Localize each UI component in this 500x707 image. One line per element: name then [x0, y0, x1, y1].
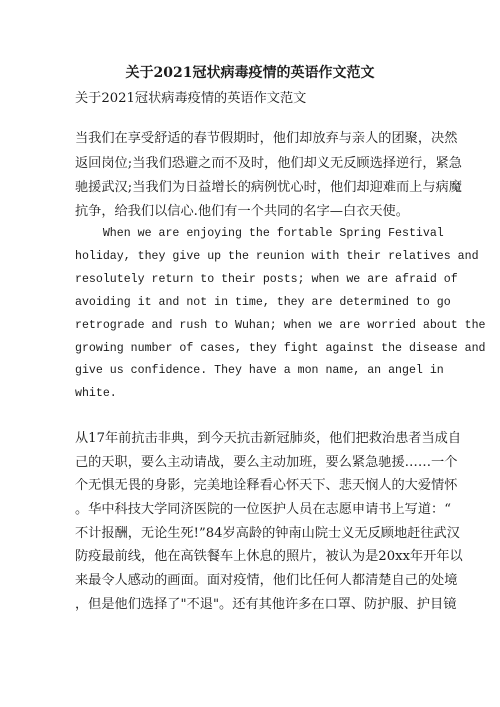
text-line: give us confidence. They have a mon name, an angel in	[75, 364, 444, 377]
text-line: avoiding it and not in time, they are determined to go	[75, 296, 451, 309]
text-line: 返回岗位;当我们恐避之而不及时，他们却义无反顾选择逆行，紧急	[75, 156, 462, 171]
text-line: 己的天职，要么主动请战，要么主动加班，要么紧急驰援……一个	[75, 455, 458, 470]
text-line: 来最令人感动的画面。面对疫情，他们比任何人都清楚自己的处境	[75, 573, 458, 588]
text-line: 从17年前抗击非典，到今天抗击新冠肺炎，他们把救治患者当成自	[75, 431, 462, 446]
document-title: 关于2021冠状病毒疫情的英语作文范文	[125, 65, 375, 81]
text-line: white.	[75, 387, 117, 400]
text-line: When we are enjoying the fortable Spring Festival	[75, 227, 444, 240]
text-line: holiday, they give up the reunion with their relatives and	[75, 250, 479, 263]
text-line: 不计报酬，无论生死!”84岁高龄的钟南山院士义无反顾地赶往武汉	[75, 526, 460, 541]
text-line: 。华中科技大学同济医院的一位医护人员在志愿申请书上写道：“	[75, 502, 451, 517]
text-line: 个无惧无畏的身影，完美地诠释看心怀天下、悲天悯人的大爱情怀	[75, 478, 458, 493]
text-line: 抗争，给我们以信心.他们有一个共同的名字—白衣天使。	[75, 204, 409, 219]
text-line: 当我们在享受舒适的春节假期时，他们却放弃与亲人的团聚，决然	[75, 131, 458, 146]
text-line: resolutely return to their posts; when we are afraid of	[75, 273, 458, 286]
text-line: 防疫最前线，他在高铁餐车上休息的照片，被认为是20xx年开年以	[75, 549, 463, 564]
text-line: 驰援武汉;当我们为日益增长的病例忧心时，他们却迎难而上与病魔	[75, 180, 462, 195]
document-subtitle: 关于2021冠状病毒疫情的英语作文范文	[75, 91, 307, 106]
text-line: growing number of cases, they fight against the disease and	[75, 342, 486, 355]
text-line: ，但是他们选择了"不退"。还有其他许多在口罩、防护服、护目镜	[75, 597, 457, 612]
text-line: retrograde and rush to Wuhan; when we are worried about the	[75, 319, 486, 332]
